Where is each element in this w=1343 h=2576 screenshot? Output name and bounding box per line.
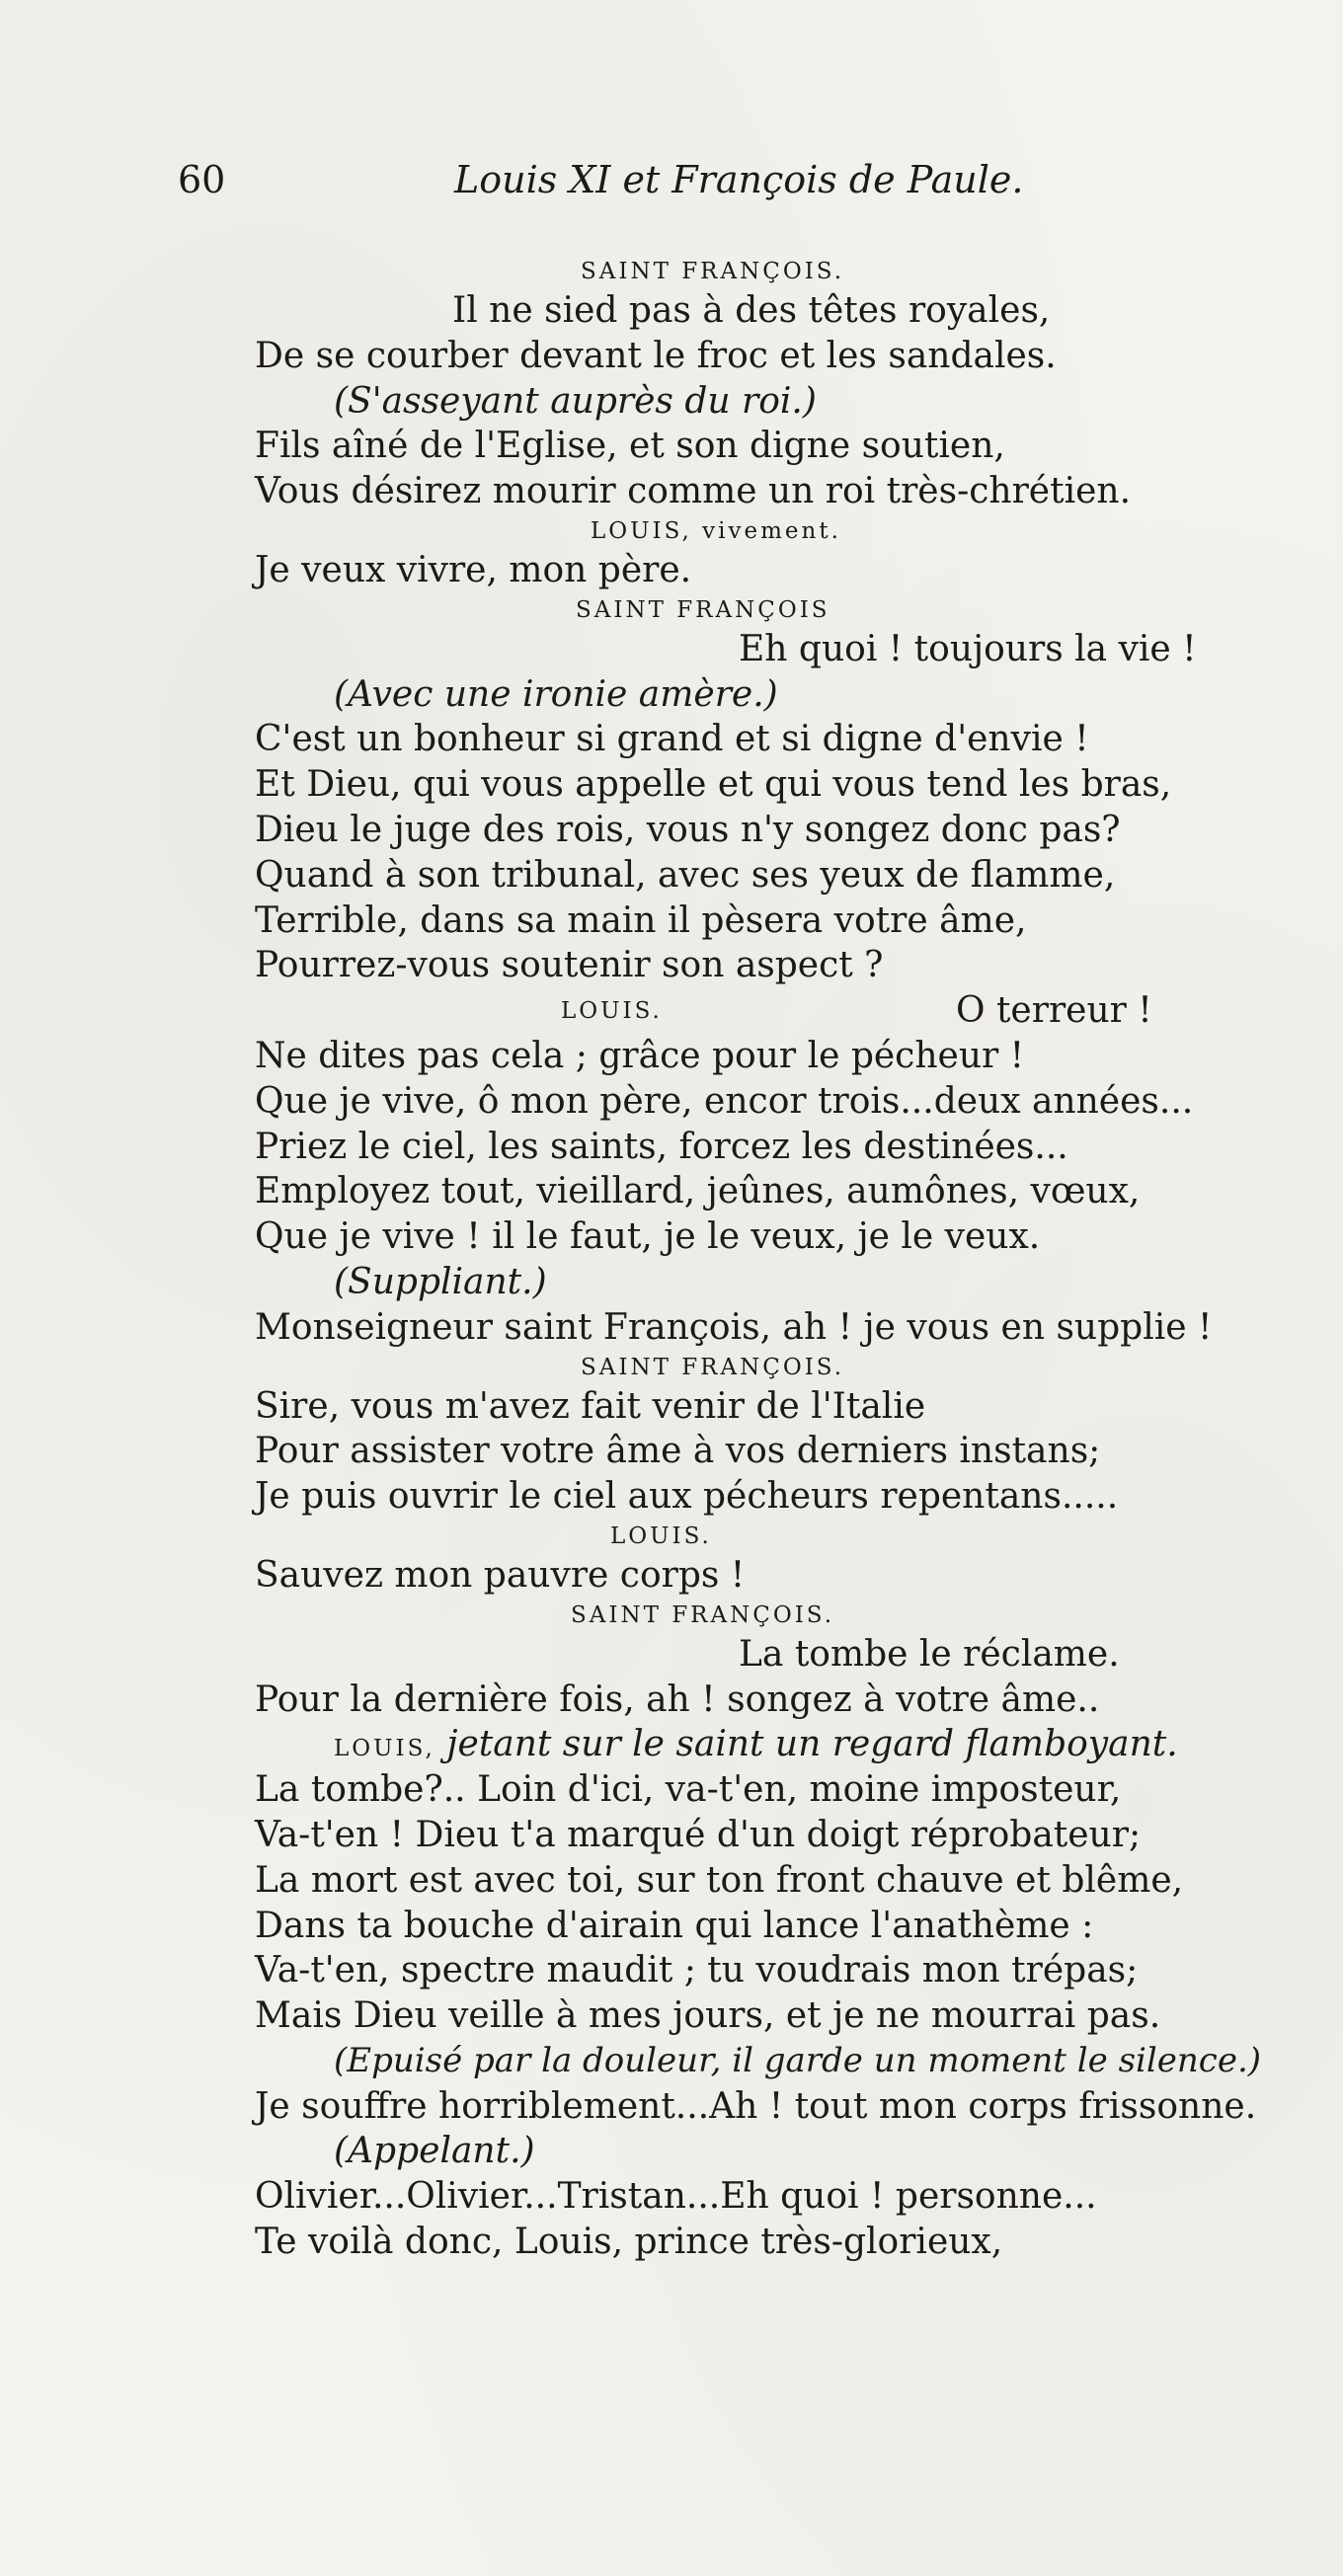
verse-line: Te voilà donc, Louis, prince très-glorieux,: [255, 2222, 1003, 2263]
verse-line: De se courber devant le froc et les sandales.: [255, 335, 1057, 376]
speaker-label: SAINT FRANÇOIS.: [581, 1354, 845, 1380]
running-title: Louis XI et François de Paule.: [454, 158, 1024, 201]
verse-line: Pour la dernière fois, ah ! songez à votre âme..: [255, 1678, 1100, 1720]
speaker-label: SAINT FRANÇOIS.: [571, 1601, 835, 1628]
stage-direction: (Suppliant.): [334, 1261, 547, 1302]
speaker-label: LOUIS, vivement.: [591, 517, 841, 544]
stage-direction: (S'asseyant auprès du roi.): [334, 380, 817, 422]
verse-line: La tombe le réclame.: [739, 1633, 1120, 1675]
verse-line: Je puis ouvrir le ciel aux pécheurs repentans.....: [255, 1476, 1119, 1518]
verse-line: C'est un bonheur si grand et si digne d'envie !: [255, 719, 1089, 760]
verse-line: Eh quoi ! toujours la vie !: [739, 628, 1197, 669]
speaker-line: [255, 988, 1262, 1034]
verse-line: Va-t'en, spectre maudit ; tu voudrais mon trépas;: [255, 1950, 1139, 1991]
speaker-label: SAINT FRANÇOIS: [576, 596, 830, 623]
verse-line: Fils aîné de l'Eglise, et son digne soutien,: [255, 426, 1005, 467]
speaker-label: LOUIS.: [561, 998, 663, 1025]
verse-line: Dans ta bouche d'airain qui lance l'anathème :: [255, 1905, 1094, 1946]
verse-line: Ne dites pas cela ; grâce pour le pécheur !: [255, 1035, 1025, 1076]
verse-line: Priez le ciel, les saints, forcez les destinées...: [255, 1126, 1068, 1167]
verse-line: Que je vive, ô mon père, encor trois...deux années...: [255, 1080, 1194, 1122]
verse-line: Je veux vivre, mon père.: [255, 549, 692, 590]
speaker-label: LOUIS.: [610, 1522, 712, 1549]
verse-fragment: O terreur !: [956, 990, 1152, 1032]
verse-line: Pourrez-vous soutenir son aspect ?: [255, 945, 884, 986]
stage-direction: jetant sur le saint un regard flamboyant.: [446, 1724, 1178, 1765]
speaker-label: LOUIS,: [334, 1736, 435, 1762]
speaker-label: SAINT FRANÇOIS.: [581, 259, 845, 284]
verse-line: Mais Dieu veille à mes jours, et je ne mourrai pas.: [255, 1995, 1161, 2037]
verse-line: Va-t'en ! Dieu t'a marqué d'un doigt réprobateur;: [255, 1814, 1142, 1855]
verse-line: Employez tout, vieillard, jeûnes, aumônes, vœux,: [255, 1171, 1141, 1212]
speaker-line: [255, 1722, 1262, 1767]
verse-line: Dieu le juge des rois, vous n'y songez donc pas?: [255, 809, 1121, 850]
verse-line: Monseigneur saint François, ah ! je vous en supplie !: [255, 1306, 1213, 1348]
verse-line: Je souffre horriblement...Ah ! tout mon corps frissonne.: [255, 2085, 1257, 2127]
verse-line: Il ne sied pas à des têtes royales,: [452, 290, 1051, 331]
verse-line: Quand à son tribunal, avec ses yeux de flamme,: [255, 854, 1116, 896]
verse-line: Sauvez mon pauvre corps !: [255, 1554, 746, 1596]
stage-direction: (Epuisé par la douleur, il garde un moment le silence.): [334, 2040, 1262, 2080]
verse-line: La tombe?.. Loin d'ici, va-t'en, moine imposteur,: [255, 1769, 1122, 1811]
page-number: 60: [178, 158, 226, 201]
verse-line: Terrible, dans sa main il pèsera votre âme,: [255, 899, 1027, 941]
verse-line: Vous désirez mourir comme un roi très-chrétien.: [255, 471, 1132, 512]
verse-line: Que je vive ! il le faut, je le veux, je le veux.: [255, 1216, 1041, 1258]
verse-line: Sire, vous m'avez fait venir de l'Italie: [255, 1385, 926, 1427]
verse-line: La mort est avec toi, sur ton front chauve et blême,: [255, 1859, 1184, 1901]
verse-text: [255, 255, 1262, 2265]
verse-line: Olivier...Olivier...Tristan...Eh quoi ! personne...: [255, 2176, 1097, 2218]
verse-line: Pour assister votre âme à vos derniers instans;: [255, 1431, 1101, 1472]
page-header: [178, 158, 1066, 217]
verse-line: Et Dieu, qui vous appelle et qui vous tend les bras,: [255, 764, 1172, 806]
stage-direction: (Appelant.): [334, 2131, 535, 2172]
stage-direction: (Avec une ironie amère.): [334, 673, 778, 715]
